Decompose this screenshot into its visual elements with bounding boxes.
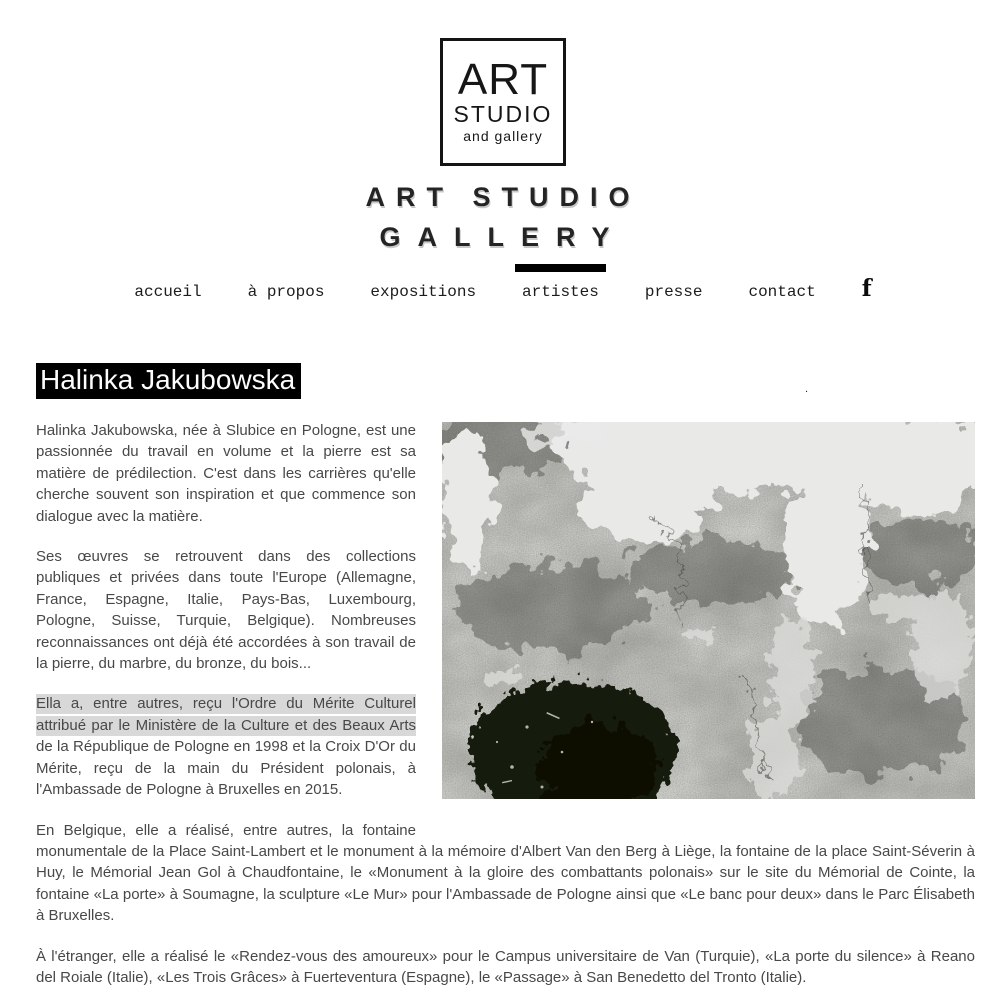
gallery-logo[interactable] [440,38,566,166]
stone-texture-photo [442,422,975,799]
paragraph-bio-1: Halinka Jakubowska, née à Slubice en Pologne, est une passionnée du travail en volume et la pierre est sa matière de prédilection. C'est dans les carrières qu'elle cherche souvent son inspiration et que commence son dialogue avec la matière. [36,422,416,525]
active-tab-indicator [515,264,606,272]
nav-item-artistes-label: artistes [522,283,599,301]
site-title-line1: ART STUDIO [365,182,641,212]
main-nav [0,275,1006,302]
nav-item-presse[interactable]: presse [644,283,703,301]
logo-line-and-gallery: and gallery [463,128,543,144]
paragraph-bio-3-rest: de la République de Pologne en 1998 et la Croix D'Or du Mérite, reçu de la main du Président polonais, à l'Ambassade de Pologne à Bruxelles en 2015. [36,738,416,799]
nav-item-artistes[interactable] [522,283,599,301]
site-title-line2: GALLERY [379,222,627,252]
paragraph-foreign-works: À l'étranger, elle a réalisé le «Rendez-vous des amoureux» pour le Campus universitaire de Van (Turquie), «La porte du silence» à Reano del Roiale (Italie), «Les Trois Grâces» à Fuerteventura (Espagne), le «Passage» à San Benedetto del Tronto (Italie). [36,947,975,986]
facebook-icon[interactable]: f [861,275,872,302]
artist-article [36,420,975,988]
nav-item-expositions[interactable]: expositions [370,283,477,301]
paragraph-bio-2: Ses œuvres se retrouvent dans des collections publiques et privées dans toute l'Europe (Allemagne, France, Espagne, Italie, Pays-Bas, Luxembourg, Pologne, Suisse, Turquie, Belgique). Nombreuses reconnaissances ont déjà été accordées à son travail de la pierre, du marbre, du bronze, du bois... [36,548,416,673]
site-header [0,0,1006,301]
page-content [36,363,975,988]
logo-line-studio: STUDIO [453,101,553,127]
nav-item-contact[interactable]: contact [748,283,816,301]
logo-line-art: ART [457,55,549,104]
site-title [0,182,1006,253]
stray-dot: . [805,383,809,395]
paragraph-belgium-works: En Belgique, elle a réalisé, entre autres, la fontaine monumentale de la Place Saint-Lambert et le monument à la mémoire d'Albert Van den Berg à Liège, la fontaine de la place Saint-Séverin à Huy, le Mémorial Jean Gol à Chaudfontaine, le «Monument à la gloire des combattants polonais» sur le site du Mémorial de Cointe, la fontaine «La porte» à Soumagne, la sculpture «Le Mur» pour l'Ambassade de Pologne ainsi que «Le banc pour deux» dans le Parc Élisabeth à Bruxelles. [36,821,975,925]
highlighted-text: Ella a, entre autres, reçu l'Ordre du Mérite Culturel attribué par le Ministère de la Culture et des Beaux Arts [36,695,416,734]
nav-item-accueil[interactable]: accueil [134,283,202,301]
page-title: Halinka Jakubowska [36,363,301,399]
nav-item-a-propos[interactable]: à propos [247,283,325,301]
